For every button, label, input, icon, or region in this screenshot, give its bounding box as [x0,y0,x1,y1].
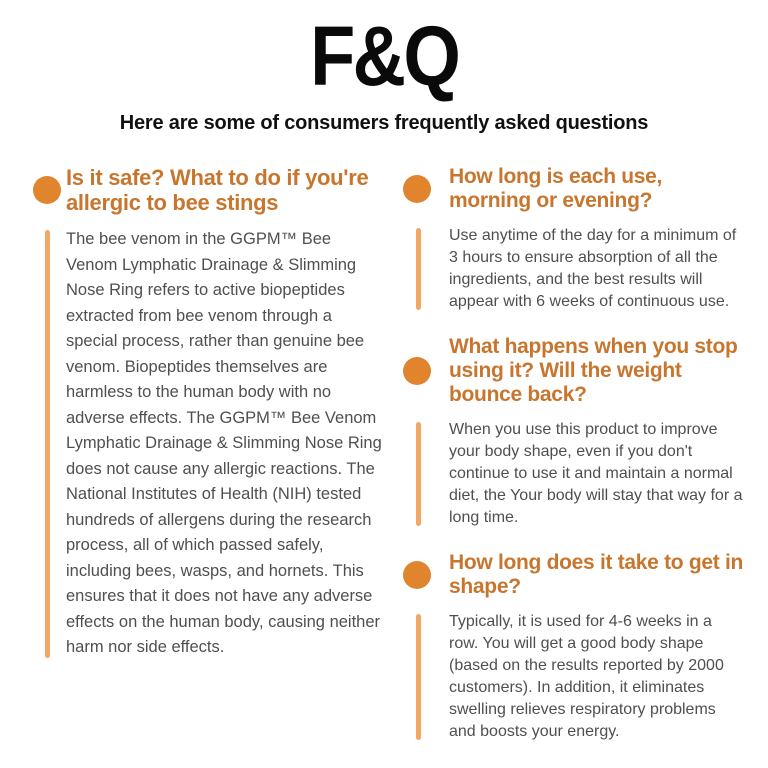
faq-question: How long does it take to get in shape? [449,551,744,598]
faq-question: How long is each use, morning or evening? [449,165,663,212]
page-title: F&Q [309,9,459,103]
faq-question: Is it safe? What to do if you're allergic to bee stings [66,165,369,215]
answer-accent-bar [416,225,421,313]
bullet-circle-icon [403,561,431,589]
faq-item-usage-time [403,165,745,313]
bullet-circle-icon [403,357,431,385]
faq-column-left [33,165,385,743]
bullet-circle-icon [403,175,431,203]
faq-answer: Use anytime of the day for a minimum of 3 hours to ensure absorption of all the ingredients, and the best results will appear with 6 weeks of continuous use. [449,227,737,310]
answer-accent-bar [45,227,50,661]
faq-answer: Typically, it is used for 4-6 weeks in a row. You will get a good body shape (based on the results reported by 2000 customers). In addition, it eliminates swelling relieves respiratory problems and boosts your energy. [449,613,724,740]
answer-accent-bar [416,611,421,743]
faq-item-get-in-shape [403,551,745,743]
page-header [0,0,768,135]
page-subtitle: Here are some of consumers frequently asked questions [119,112,649,134]
faq-answer: The bee venom in the GGPM™ Bee Venom Lymphatic Drainage & Slimming Nose Ring refers to active biopeptides extracted from bee venom through a special process, rather than genuine bee venom. Biopeptides themselves are harmless to the human body with no adverse effects. The GGPM™ Bee Venom Lymphatic Drainage & Slimming Nose Ring does not cause any allergic reactions. The National Institutes of Health (NIH) tested hundreds of allergens during the research process, all of which passed safely, including bees, wasps, and hornets. This ensures that it does not have any adverse effects on the human body, causing neither harm nor side effects. [66,230,382,656]
faq-item-stop-using [403,335,745,529]
vertical-bar-icon [416,614,421,740]
faq-columns [0,165,768,743]
faq-item-safety [33,165,385,661]
faq-column-right [403,165,745,743]
vertical-bar-icon [416,422,421,526]
vertical-bar-icon [45,230,50,658]
answer-accent-bar [416,419,421,529]
faq-answer: When you use this product to improve your body shape, even if you don't continue to use it and maintain a normal diet, the Your body will stay that way for a long time. [449,421,743,526]
faq-question: What happens when you stop using it? Will the weight bounce back? [449,335,738,406]
bullet-circle-icon [33,176,61,204]
vertical-bar-icon [416,228,421,310]
